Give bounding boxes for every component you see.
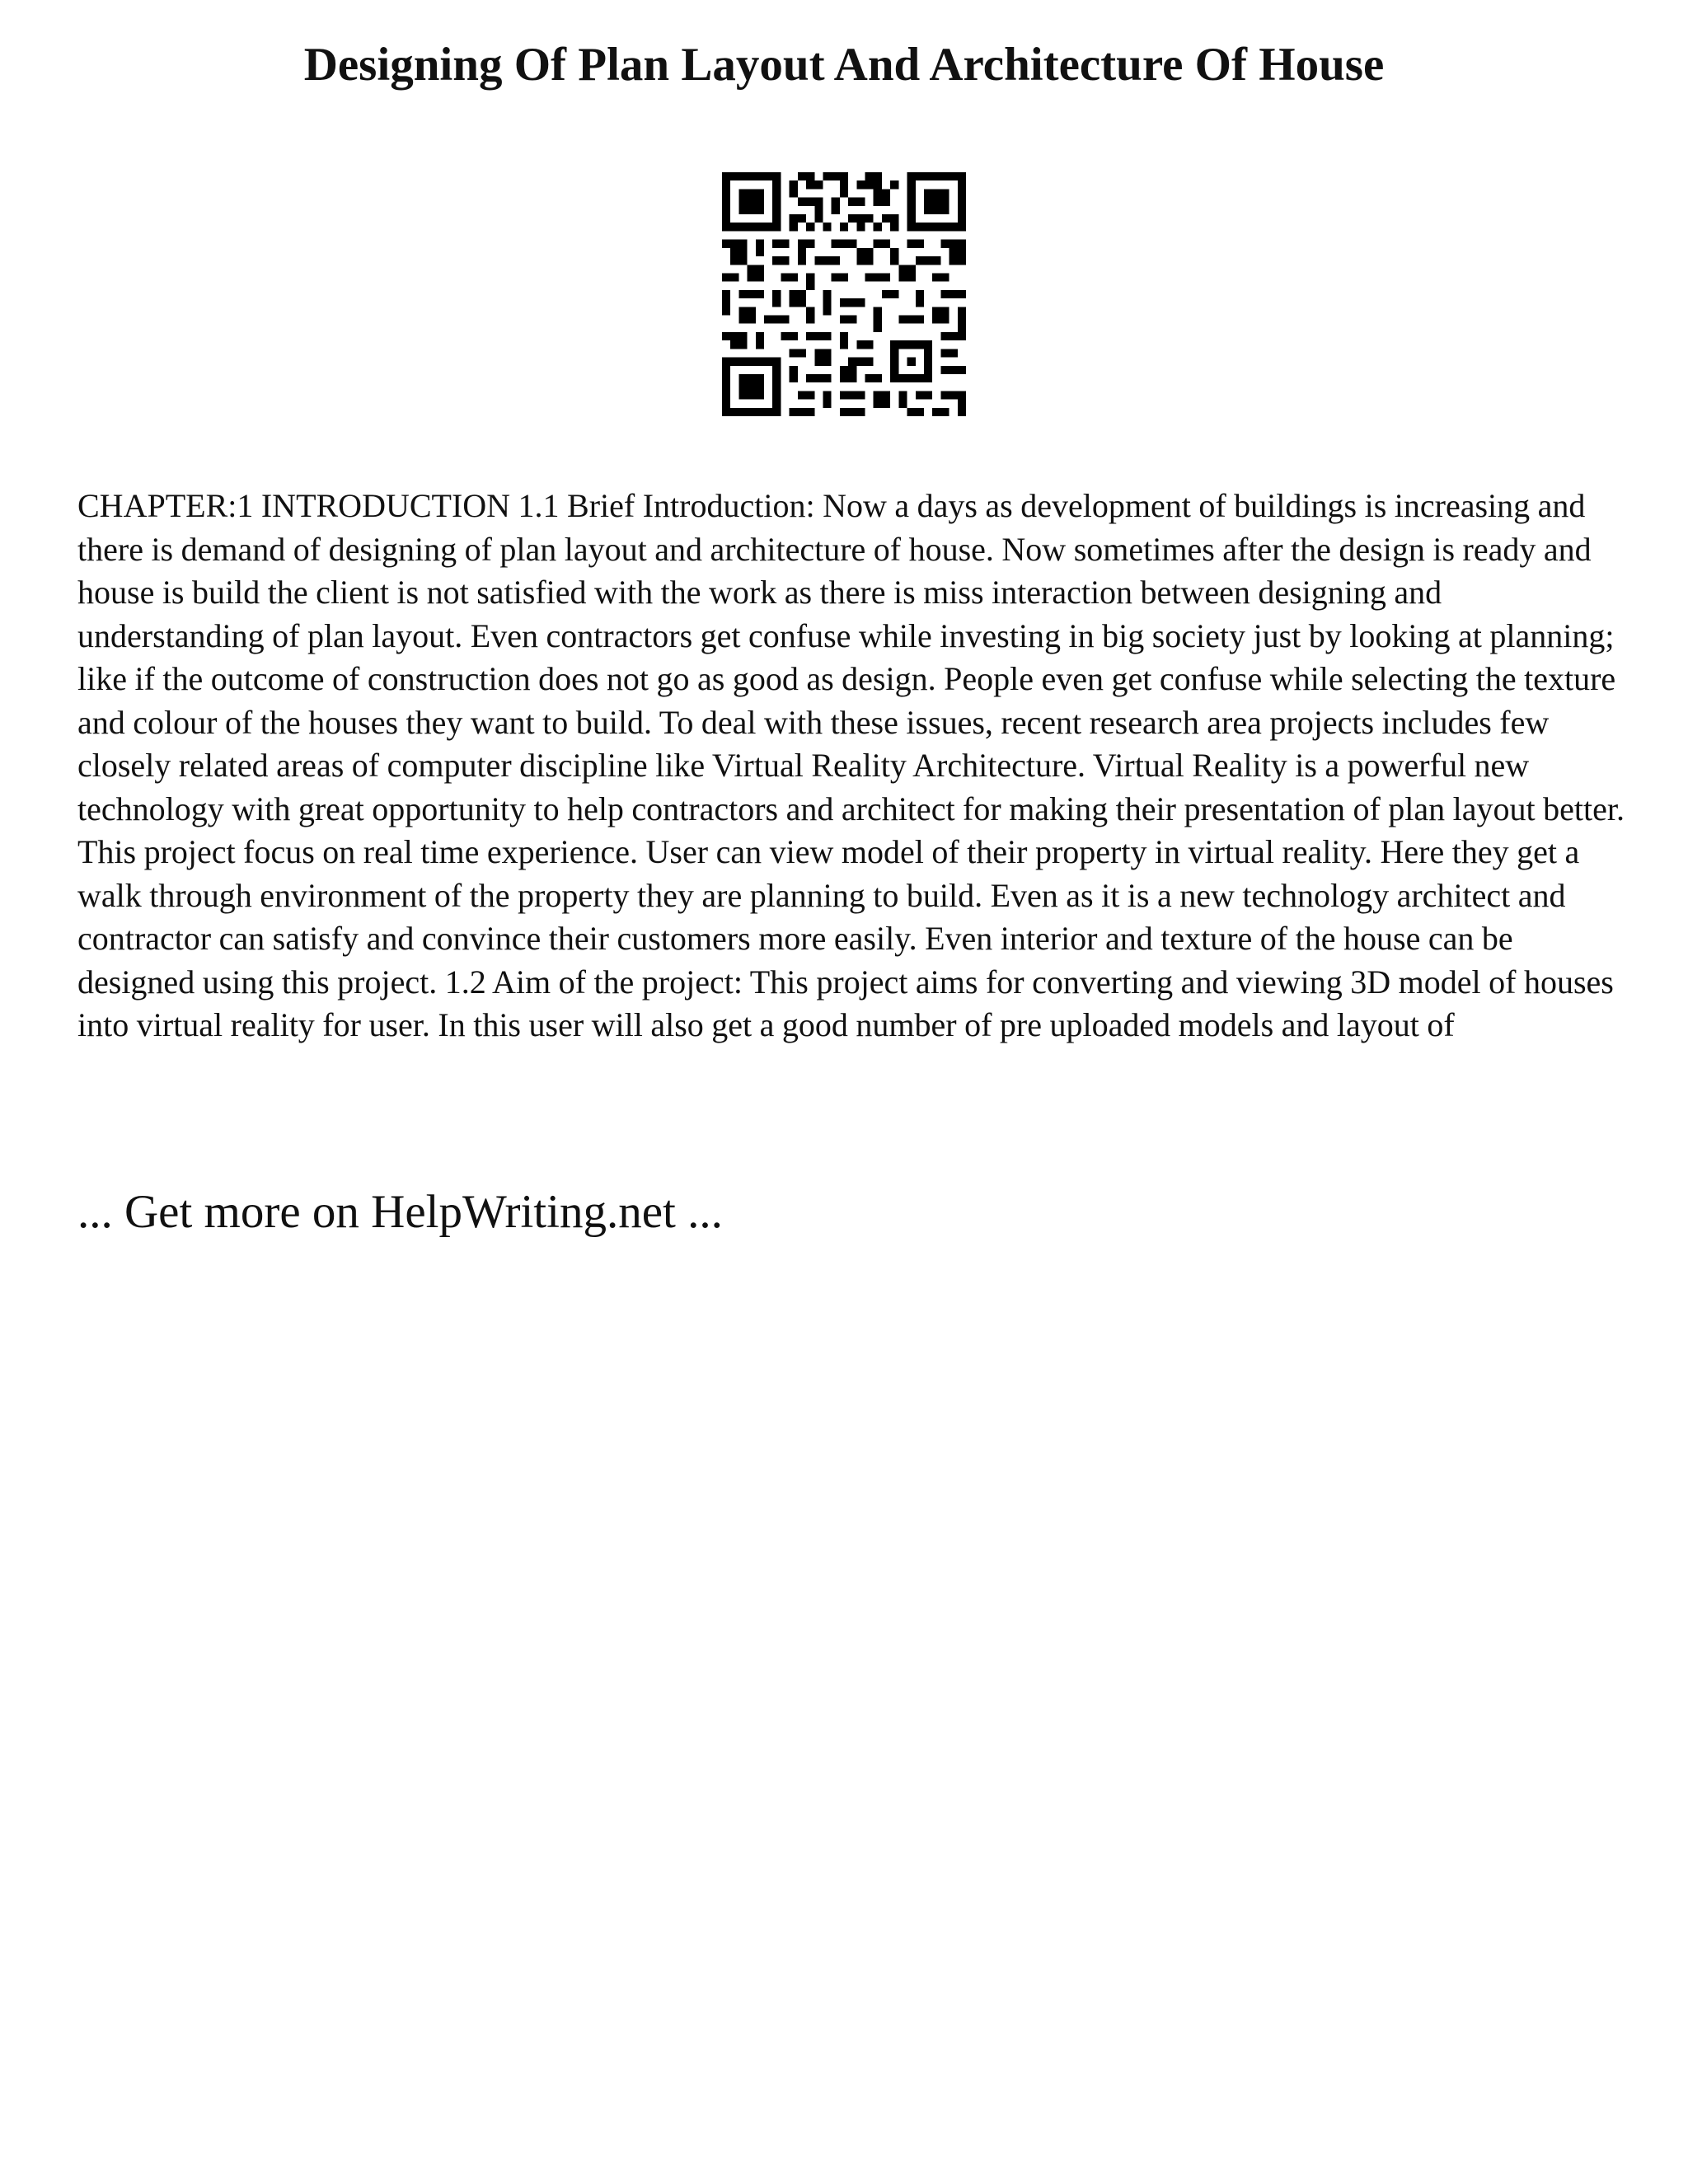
get-more-link[interactable]: ... Get more on HelpWriting.net ...: [77, 1186, 723, 1238]
article-body: CHAPTER:1 INTRODUCTION 1.1 Brief Introduction: Now a days as development of buildings is increasing and there is demand of designing of plan layout and architecture of house. Now sometimes after the design is ready and house is build the client is not satisfied with the work as there is miss interaction between designing and understanding of plan layout. Even contractors get confuse while investing in big society just by looking at planning; like if the outcome of construction does not go as good as design. People even get confuse while selecting the texture and colour of the houses they want to build. To deal with these issues, recent research area projects includes few closely related areas of computer discipline like Virtual Reality Architecture. Virtual Reality is a powerful new technology with great opportunity to help contractors and architect for making their presentation of plan layout better. This project focus on real time experience. User can view model of their property in virtual reality. Here they get a walk through environment of the property they are planning to build. Even as it is a new technology architect and contractor can satisfy and convince their customers more easily. Even interior and texture of the house can be designed using this project. 1.2 Aim of the project: This project aims for converting and viewing 3D model of houses into virtual reality for user. In this user will also get a good number of pre uploaded models and layout of: [77, 487, 1625, 1043]
qr-code-icon: [722, 172, 966, 416]
page-title: Designing Of Plan Layout And Architecture Of House: [303, 39, 1385, 91]
